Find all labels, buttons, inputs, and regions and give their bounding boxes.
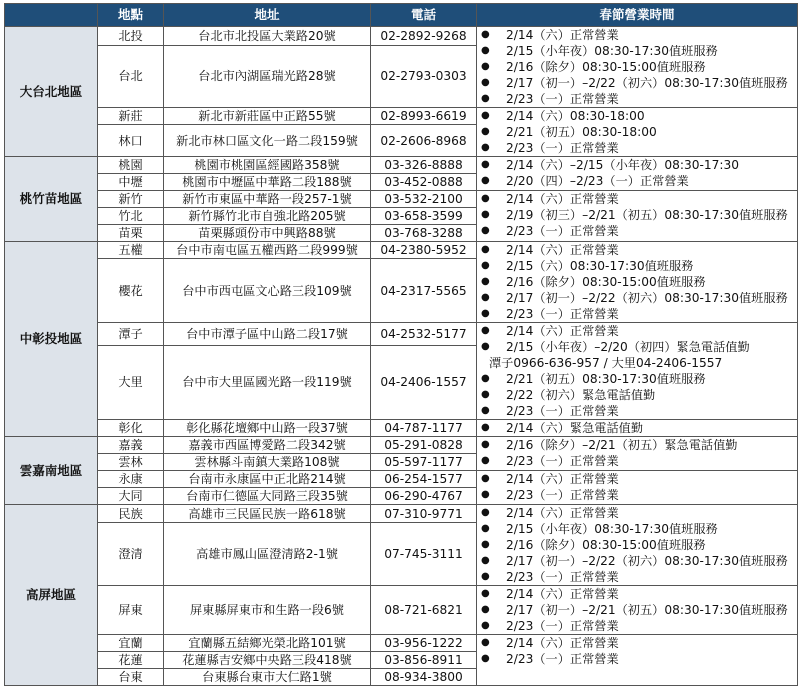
bullet-icon: ● — [481, 341, 490, 352]
holiday-hours-text: 2/15（小年夜）08:30-17:30值班服務 — [506, 44, 718, 58]
holiday-hours-cell — [477, 157, 798, 191]
holiday-hours-line — [477, 420, 797, 436]
holiday-hours-line — [477, 537, 797, 553]
bullet-icon: ● — [481, 209, 490, 220]
holiday-hours-line — [477, 173, 797, 189]
branch-phone: 02-2892-9268 — [371, 27, 477, 46]
holiday-hours-line — [477, 140, 797, 156]
table-row — [5, 635, 798, 652]
holiday-hours-cell — [477, 635, 798, 686]
branch-name: 民族 — [98, 505, 164, 523]
holiday-hours-text: 2/17（初一）–2/22（初六）08:30-17:30值班服務 — [506, 554, 788, 568]
branch-name: 北投 — [98, 27, 164, 46]
bullet-icon: ● — [481, 110, 490, 121]
holiday-hours-line — [477, 453, 797, 469]
holiday-hours-text: 2/15（小年夜）–2/20（初四）緊急電話值勤 — [506, 340, 750, 354]
branch-phone: 04-2532-5177 — [371, 323, 477, 346]
holiday-hours-text: 2/17（初一）–2/22（初六）08:30-17:30值班服務 — [506, 76, 788, 90]
branch-phone: 03-768-3288 — [371, 225, 477, 242]
region-name: 大台北地區 — [5, 27, 98, 157]
branch-address: 台中市西屯區文心路三段109號 — [164, 259, 371, 323]
branch-name: 台東 — [98, 669, 164, 686]
holiday-hours-line — [477, 43, 797, 59]
holiday-hours-text: 2/16（除夕）–2/21（初五）緊急電話值勤 — [506, 438, 738, 452]
business-hours-table — [4, 3, 798, 686]
holiday-hours-text: 2/23（一）正常營業 — [506, 307, 619, 321]
branch-name: 屏東 — [98, 586, 164, 635]
holiday-hours-line — [477, 157, 797, 173]
bullet-icon: ● — [481, 439, 490, 450]
holiday-hours-cell — [477, 505, 798, 586]
table-row — [5, 242, 798, 259]
holiday-hours-text: 2/15（小年夜）08:30-17:30值班服務 — [506, 522, 718, 536]
holiday-hours-text: 2/14（六）–2/15（小年夜）08:30-17:30 — [506, 158, 739, 172]
holiday-hours-text: 2/23（一）正常營業 — [506, 652, 619, 666]
region-name: 雲嘉南地區 — [5, 437, 98, 505]
bullet-icon: ● — [481, 571, 490, 582]
branch-phone: 04-2380-5952 — [371, 242, 477, 259]
holiday-hours-cell — [477, 242, 798, 323]
header-phone: 電話 — [371, 4, 477, 27]
holiday-hours-line — [477, 339, 797, 355]
holiday-hours-line — [477, 651, 797, 667]
holiday-hours-text: 2/14（六）08:30-18:00 — [506, 109, 645, 123]
bullet-icon: ● — [481, 373, 490, 384]
bullet-icon: ● — [481, 473, 490, 484]
bullet-icon: ● — [481, 405, 490, 416]
bullet-icon: ● — [481, 489, 490, 500]
holiday-hours-text: 潭子0966-636-957 / 大里04-2406-1557 — [489, 356, 723, 370]
holiday-hours-text: 2/23（一）正常營業 — [506, 619, 619, 633]
holiday-hours-line — [477, 387, 797, 403]
branch-address: 苗栗縣頭份市中興路88號 — [164, 225, 371, 242]
bullet-icon: ● — [481, 555, 490, 566]
table-row — [5, 27, 798, 46]
holiday-hours-line — [477, 521, 797, 537]
branch-phone: 06-290-4767 — [371, 488, 477, 505]
bullet-icon: ● — [481, 225, 490, 236]
holiday-hours-text: 2/14（六）正常營業 — [506, 324, 619, 338]
holiday-hours-line — [477, 323, 797, 339]
bullet-icon: ● — [481, 455, 490, 466]
bullet-icon: ● — [481, 604, 490, 615]
header-row — [5, 4, 798, 27]
bullet-icon: ● — [481, 389, 490, 400]
table-row — [5, 437, 798, 454]
table-body — [5, 27, 798, 686]
bullet-icon: ● — [481, 29, 490, 40]
branch-phone: 07-745-3111 — [371, 523, 477, 586]
branch-address: 花蓮縣吉安鄉中央路三段418號 — [164, 652, 371, 669]
holiday-hours-text: 2/23（一）正常營業 — [506, 141, 619, 155]
holiday-hours-line — [477, 91, 797, 107]
branch-address: 台東縣台東市大仁路1號 — [164, 669, 371, 686]
branch-phone: 04-787-1177 — [371, 420, 477, 437]
bullet-icon: ● — [481, 61, 490, 72]
branch-name: 新莊 — [98, 108, 164, 125]
table-row — [5, 157, 798, 174]
branch-address: 雲林縣斗南鎮大業路108號 — [164, 454, 371, 471]
holiday-hours-cell — [477, 27, 798, 108]
header-region — [5, 4, 98, 27]
branch-name: 竹北 — [98, 208, 164, 225]
holiday-hours-line — [477, 371, 797, 387]
holiday-hours-line — [477, 487, 797, 503]
branch-name: 苗栗 — [98, 225, 164, 242]
holiday-hours-list — [477, 323, 797, 419]
branch-phone: 04-2317-5565 — [371, 259, 477, 323]
region-name: 桃竹苗地區 — [5, 157, 98, 242]
holiday-hours-text: 2/14（六）正常營業 — [506, 192, 619, 206]
holiday-hours-text: 2/17（初一）–2/22（初六）08:30-17:30值班服務 — [506, 291, 788, 305]
holiday-hours-cell — [477, 437, 798, 471]
branch-phone: 02-8993-6619 — [371, 108, 477, 125]
bullet-icon: ● — [481, 539, 490, 550]
holiday-hours-line — [477, 355, 797, 371]
bullet-icon: ● — [481, 523, 490, 534]
bullet-icon: ● — [481, 193, 490, 204]
holiday-hours-text: 2/23（一）正常營業 — [506, 224, 619, 238]
branch-phone: 03-326-8888 — [371, 157, 477, 174]
holiday-hours-line — [477, 108, 797, 124]
holiday-hours-text: 2/23（一）正常營業 — [506, 488, 619, 502]
branch-phone: 08-934-3800 — [371, 669, 477, 686]
holiday-hours-line — [477, 191, 797, 207]
bullet-icon: ● — [481, 653, 490, 664]
holiday-hours-text: 2/23（一）正常營業 — [506, 92, 619, 106]
branch-address: 台南市永康區中正北路214號 — [164, 471, 371, 488]
holiday-hours-text: 2/14（六）正常營業 — [506, 28, 619, 42]
branch-phone: 03-532-2100 — [371, 191, 477, 208]
branch-name: 彰化 — [98, 420, 164, 437]
holiday-hours-line — [477, 569, 797, 585]
holiday-hours-line — [477, 258, 797, 274]
branch-phone: 03-658-3599 — [371, 208, 477, 225]
holiday-hours-line — [477, 75, 797, 91]
holiday-hours-line — [477, 437, 797, 453]
holiday-hours-line — [477, 207, 797, 223]
holiday-hours-text: 2/16（除夕）08:30-15:00值班服務 — [506, 60, 706, 74]
holiday-hours-line — [477, 505, 797, 521]
bullet-icon: ● — [481, 507, 490, 518]
table-row — [5, 420, 798, 437]
branch-address: 台南市仁德區大同路三段35號 — [164, 488, 371, 505]
branch-address: 彰化縣花壇鄉中山路一段37號 — [164, 420, 371, 437]
holiday-hours-line — [477, 602, 797, 618]
branch-phone: 05-597-1177 — [371, 454, 477, 471]
holiday-hours-cell — [477, 108, 798, 157]
branch-address: 台中市大里區國光路一段119號 — [164, 345, 371, 419]
holiday-hours-line — [477, 403, 797, 419]
branch-name: 五權 — [98, 242, 164, 259]
holiday-hours-cell — [477, 323, 798, 420]
bullet-icon: ● — [481, 308, 490, 319]
branch-name: 大里 — [98, 345, 164, 419]
branch-name: 桃園 — [98, 157, 164, 174]
branch-phone: 04-2406-1557 — [371, 345, 477, 419]
holiday-hours-line — [477, 59, 797, 75]
branch-name: 永康 — [98, 471, 164, 488]
bullet-icon: ● — [481, 77, 490, 88]
branch-name: 宜蘭 — [98, 635, 164, 652]
branch-name: 林口 — [98, 125, 164, 157]
holiday-hours-line — [477, 553, 797, 569]
table-row — [5, 586, 798, 635]
branch-address: 新北市新莊區中正路55號 — [164, 108, 371, 125]
bullet-icon: ● — [481, 45, 490, 56]
holiday-hours-list — [477, 242, 797, 322]
holiday-hours-list — [477, 157, 797, 189]
holiday-hours-list — [477, 586, 797, 634]
holiday-hours-cell — [477, 191, 798, 242]
holiday-hours-text: 2/14（六）正常營業 — [506, 587, 619, 601]
branch-phone: 02-2793-0303 — [371, 45, 477, 107]
branch-name: 嘉義 — [98, 437, 164, 454]
region-name: 高屏地區 — [5, 505, 98, 686]
holiday-hours-cell — [477, 471, 798, 505]
holiday-hours-list — [477, 635, 797, 667]
bullet-icon: ● — [481, 244, 490, 255]
branch-address: 宜蘭縣五結鄉光榮北路101號 — [164, 635, 371, 652]
header-address: 地址 — [164, 4, 371, 27]
bullet-icon: ● — [481, 126, 490, 137]
holiday-hours-text: 2/14（六）緊急電話值勤 — [506, 421, 644, 435]
holiday-hours-list — [477, 437, 797, 469]
branch-address: 高雄市鳳山區澄清路2-1號 — [164, 523, 371, 586]
holiday-hours-line — [477, 290, 797, 306]
holiday-hours-line — [477, 242, 797, 258]
table-row — [5, 505, 798, 523]
branch-address: 桃園市桃園區經國路358號 — [164, 157, 371, 174]
branch-address: 桃園市中壢區中華路二段188號 — [164, 174, 371, 191]
branch-name: 雲林 — [98, 454, 164, 471]
header-location: 地點 — [98, 4, 164, 27]
bullet-icon: ● — [481, 620, 490, 631]
table-row — [5, 323, 798, 346]
bullet-icon: ● — [481, 142, 490, 153]
branch-phone: 05-291-0828 — [371, 437, 477, 454]
bullet-icon: ● — [481, 325, 490, 336]
header-holiday-hours: 春節營業時間 — [477, 4, 798, 27]
holiday-hours-text: 2/16（除夕）08:30-15:00值班服務 — [506, 275, 706, 289]
holiday-hours-cell — [477, 420, 798, 437]
branch-address: 台北市內湖區瑞光路28號 — [164, 45, 371, 107]
bullet-icon: ● — [481, 159, 490, 170]
branch-address: 台北市北投區大業路20號 — [164, 27, 371, 46]
holiday-hours-text: 2/16（除夕）08:30-15:00值班服務 — [506, 538, 706, 552]
branch-phone: 02-2606-8968 — [371, 125, 477, 157]
holiday-hours-line — [477, 306, 797, 322]
branch-name: 潭子 — [98, 323, 164, 346]
table-row — [5, 471, 798, 488]
bullet-icon: ● — [481, 588, 490, 599]
holiday-hours-text: 2/23（一）正常營業 — [506, 454, 619, 468]
holiday-hours-text: 2/19（初三）–2/21（初五）08:30-17:30值班服務 — [506, 208, 788, 222]
branch-phone: 06-254-1577 — [371, 471, 477, 488]
holiday-hours-line — [477, 27, 797, 43]
holiday-hours-list — [477, 420, 797, 436]
holiday-hours-text: 2/23（一）正常營業 — [506, 404, 619, 418]
holiday-hours-line — [477, 471, 797, 487]
holiday-hours-line — [477, 223, 797, 239]
holiday-hours-line — [477, 586, 797, 602]
table-row — [5, 191, 798, 208]
bullet-icon: ● — [481, 93, 490, 104]
branch-name: 大同 — [98, 488, 164, 505]
holiday-hours-text: 2/21（初五）08:30-17:30值班服務 — [506, 372, 706, 386]
branch-name: 新竹 — [98, 191, 164, 208]
branch-address: 台中市南屯區五權西路二段999號 — [164, 242, 371, 259]
holiday-hours-text: 2/14（六）正常營業 — [506, 472, 619, 486]
holiday-hours-text: 2/22（初六）緊急電話值勤 — [506, 388, 656, 402]
holiday-hours-text: 2/21（初五）08:30-18:00 — [506, 125, 657, 139]
branch-address: 屏東縣屏東市和生路一段6號 — [164, 586, 371, 635]
holiday-hours-list — [477, 471, 797, 503]
branch-address: 台中市潭子區中山路二段17號 — [164, 323, 371, 346]
holiday-hours-text: 2/14（六）正常營業 — [506, 506, 619, 520]
branch-name: 台北 — [98, 45, 164, 107]
holiday-hours-line — [477, 618, 797, 634]
branch-address: 嘉義市西區博愛路二段342號 — [164, 437, 371, 454]
branch-phone: 08-721-6821 — [371, 586, 477, 635]
bullet-icon: ● — [481, 276, 490, 287]
holiday-hours-line — [477, 124, 797, 140]
bullet-icon: ● — [481, 175, 490, 186]
bullet-icon: ● — [481, 422, 490, 433]
bullet-icon: ● — [481, 260, 490, 271]
branch-name: 花蓮 — [98, 652, 164, 669]
branch-address: 新竹市東區中華路一段257-1號 — [164, 191, 371, 208]
table-row — [5, 108, 798, 125]
branch-address: 高雄市三民區民族一路618號 — [164, 505, 371, 523]
region-name: 中彰投地區 — [5, 242, 98, 437]
bullet-icon: ● — [481, 292, 490, 303]
holiday-hours-text: 2/20（四）–2/23（一）正常營業 — [506, 174, 689, 188]
holiday-hours-list — [477, 27, 797, 107]
branch-name: 櫻花 — [98, 259, 164, 323]
holiday-hours-text: 2/23（一）正常營業 — [506, 570, 619, 584]
holiday-hours-list — [477, 108, 797, 156]
branch-phone: 07-310-9771 — [371, 505, 477, 523]
branch-phone: 03-452-0888 — [371, 174, 477, 191]
bullet-icon: ● — [481, 637, 490, 648]
holiday-hours-list — [477, 505, 797, 585]
holiday-hours-text: 2/17（初一）–2/21（初五）08:30-17:30值班服務 — [506, 603, 788, 617]
holiday-hours-line — [477, 635, 797, 651]
holiday-hours-cell — [477, 586, 798, 635]
branch-phone: 03-856-8911 — [371, 652, 477, 669]
branch-address: 新竹縣竹北市自強北路205號 — [164, 208, 371, 225]
holiday-hours-line — [477, 274, 797, 290]
branch-phone: 03-956-1222 — [371, 635, 477, 652]
holiday-hours-list — [477, 191, 797, 239]
holiday-hours-text: 2/14（六）正常營業 — [506, 636, 619, 650]
branch-address: 新北市林口區文化一路二段159號 — [164, 125, 371, 157]
holiday-hours-text: 2/14（六）正常營業 — [506, 243, 619, 257]
branch-name: 澄清 — [98, 523, 164, 586]
holiday-hours-text: 2/15（六）08:30-17:30值班服務 — [506, 259, 694, 273]
branch-name: 中壢 — [98, 174, 164, 191]
